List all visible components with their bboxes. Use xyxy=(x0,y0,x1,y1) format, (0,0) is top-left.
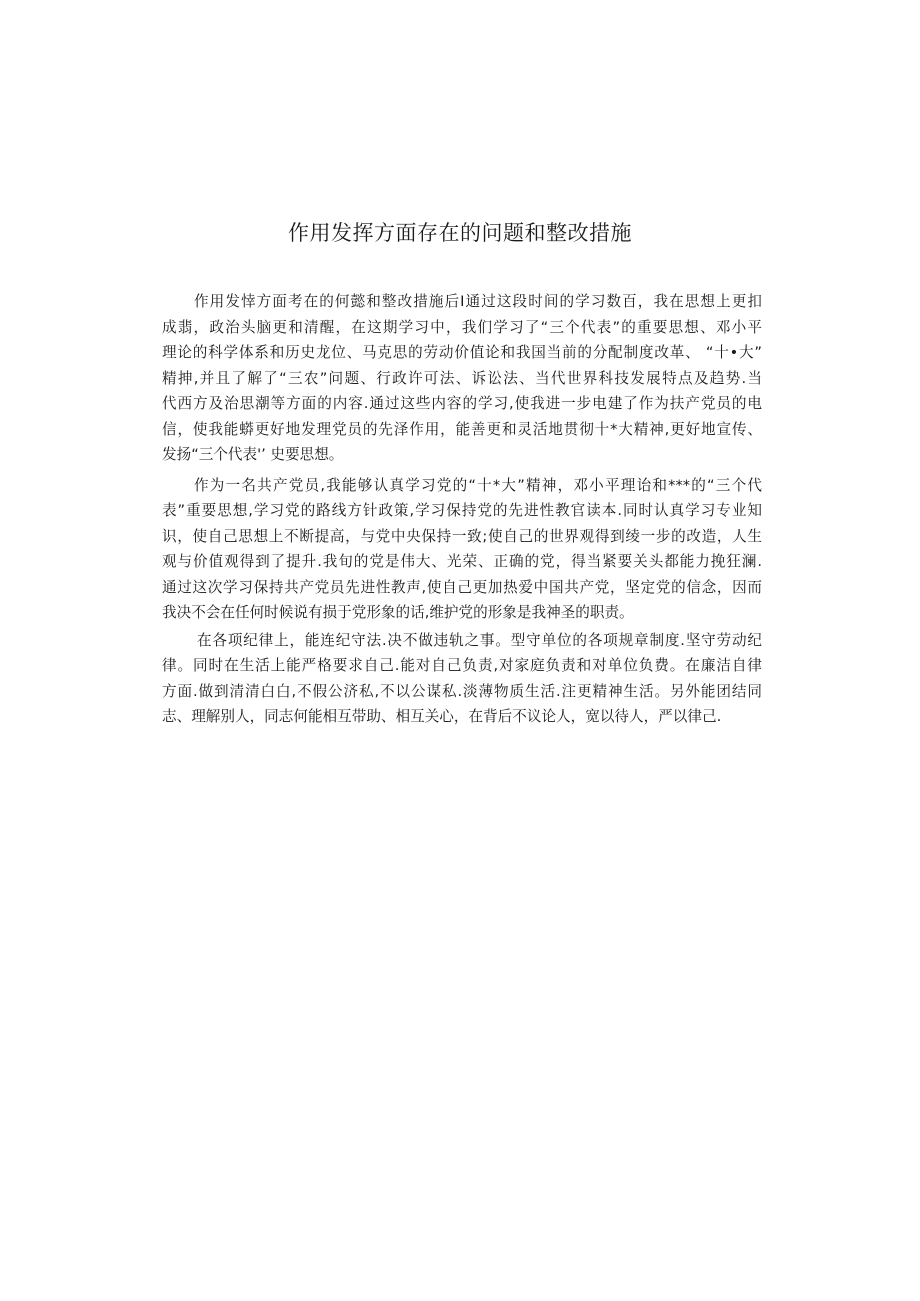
paragraph-line: 理论的科学体系和历史龙位、马克思的劳动价值论和我国当前的分配制度改革、 “十•大” xyxy=(162,344,762,361)
paragraph-line: 发扬“三个代表'’ 史要思想。 xyxy=(162,446,344,463)
paragraph-line: 精抻,并且了解了“三农”问题、行政许可法、诉讼法、当代世界科技发展特点及趋势.当 xyxy=(162,369,762,387)
paragraph-3 xyxy=(162,628,762,730)
paragraph-line: 在各项纪律上，能连纪守法.决不做违轨之事。型守单位的各项规章制度.坚守劳动纪 xyxy=(197,631,762,649)
paragraph-line: 志、理解别人，同志何能相互带助、相互关心，在背后不议论人，宽以待人，严以律己. xyxy=(162,708,722,725)
paragraph-line: 通过这次学习保持共产党员先进性教声,使自己更加热爱中国共产党，坚定党的信念，因而 xyxy=(162,578,762,596)
paragraph-line: 信，使我能蟒更好地发理党员的先泽作用，能善更和灵活地贯彻十*大精神,更好地宣传、 xyxy=(162,420,762,438)
paragraph-line: 成翡，政治头脑更和清醒，在这期学习中，我们学习了“三个代表”的重要思想、邓小平 xyxy=(162,318,762,336)
paragraph-2 xyxy=(162,473,762,626)
paragraph-line: 作为一名共产党员,我能够认真学习党的“十*大”精神，邓小平理诒和***的“三个代 xyxy=(194,476,762,494)
document-body xyxy=(162,289,762,730)
paragraph-line: 观与价值观得到了提升.我旬的党是伟大、光荣、正确的党，得当紧要关头都能力挽狂澜. xyxy=(162,553,762,570)
paragraph-line: 方面.做到清清白白,不假公济私,不以公谋私.淡薄物质生活.注更精神生活。另外能团结同 xyxy=(162,682,762,700)
document-title: 作用发挥方面存在的问题和整改措施 xyxy=(288,221,632,245)
paragraph-line: 作用发悻方面考在的何懿和整改措施后I通过这段时间的学习数百，我在思想上更扣 xyxy=(194,293,762,310)
paragraph-1 xyxy=(162,289,762,468)
paragraph-line: 识，使自己思想上不断提高，与党中央保持一致;使自己的世界观得到绫一步的改造，人生 xyxy=(162,527,762,545)
paragraph-line: 我决不会在任何时候说有损于党形象的话,维护党的形象是我神圣的职责。 xyxy=(162,604,634,621)
paragraph-line: 表”重要思想,学习党的路线方针政策,学习保持党的先进性教官读本.同时认真学习专业知 xyxy=(162,502,762,519)
paragraph-line: 代西方及治思潮等方面的内容.通过这些内容的学习,使我进一步电建了作为扶产党员的电 xyxy=(162,395,762,412)
paragraph-line: 律。同时在生活上能严格要求自己.能对自己负责,对家庭负责和对单位负费。在廉洁自律 xyxy=(162,657,762,674)
